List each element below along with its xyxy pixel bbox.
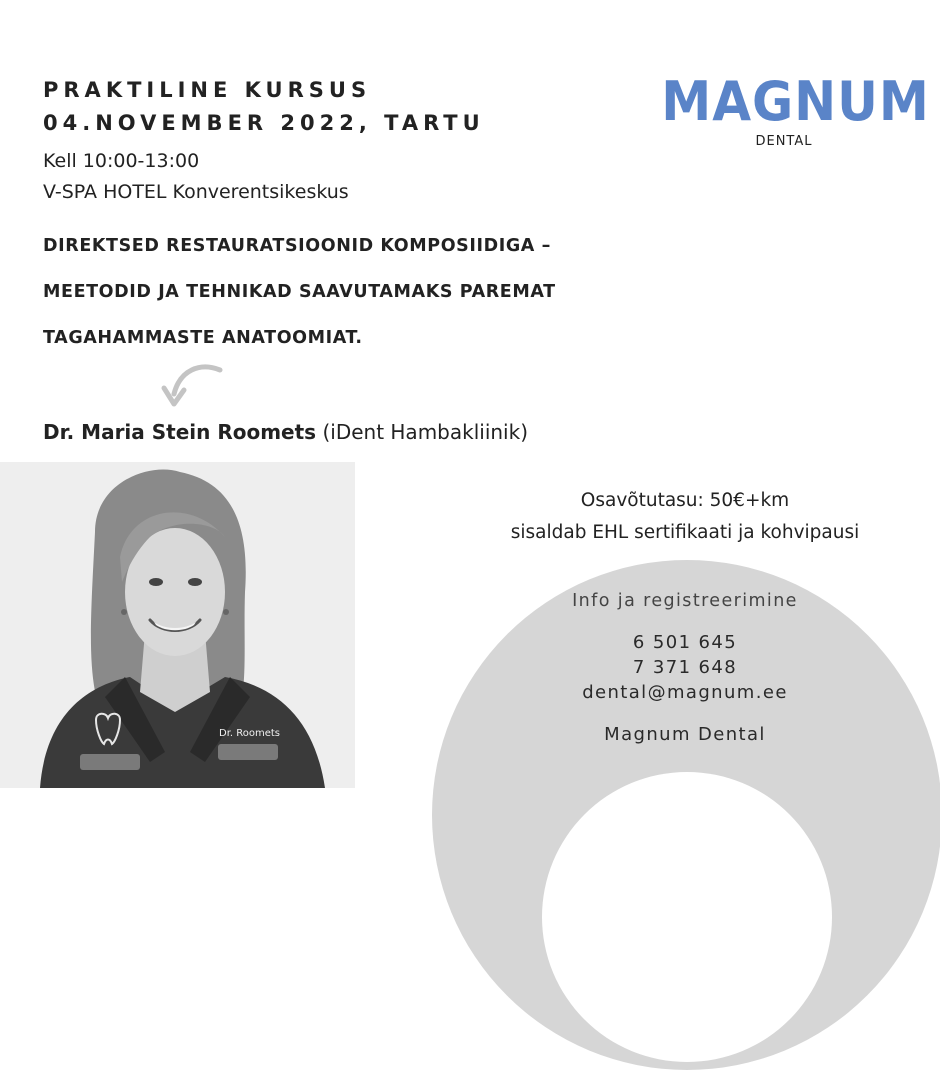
speaker-affiliation: (iDent Hambakliinik) — [322, 420, 528, 444]
course-date: 04.NOVEMBER 2022, TARTU — [43, 111, 485, 135]
course-title-line-2: MEETODID JA TEHNIKAD SAAVUTAMAKS PAREMAT — [43, 282, 556, 302]
logo-magnum: MAGNUM — [661, 70, 930, 133]
contact-phone-2: 7 371 648 — [632, 657, 738, 678]
speaker-name: Dr. Maria Stein Roomets — [43, 420, 317, 444]
course-heading: PRAKTILINE KURSUS — [43, 78, 372, 102]
uniform-name-badge: Dr. Roomets — [219, 728, 281, 739]
contact-heading: Info ja registreerimine — [572, 591, 798, 611]
contact-org: Magnum Dental — [604, 724, 766, 745]
decorative-arc-cutout — [542, 772, 832, 1062]
speaker-photo — [0, 462, 355, 788]
logo-dental: DENTAL — [755, 134, 813, 149]
course-title-line-1: DIREKTSED RESTAURATSIOONID KOMPOSIIDIGA – — [43, 236, 551, 256]
speaker-line — [43, 420, 528, 444]
contact-email[interactable]: dental@magnum.ee — [582, 682, 788, 703]
speaker-portrait-illustration — [0, 462, 355, 788]
course-time: Kell 10:00-13:00 — [43, 150, 200, 172]
curved-arrow-down-icon — [158, 360, 228, 412]
course-venue: V-SPA HOTEL Konverentsikeskus — [43, 181, 349, 203]
fee-includes: sisaldab EHL sertifikaati ja kohvipausi — [510, 522, 860, 543]
contact-phone-1: 6 501 645 — [632, 632, 738, 653]
course-title-line-3: TAGAHAMMASTE ANATOOMIAT. — [43, 328, 363, 348]
fee-line: Osavõtutasu: 50€+km — [580, 490, 790, 511]
